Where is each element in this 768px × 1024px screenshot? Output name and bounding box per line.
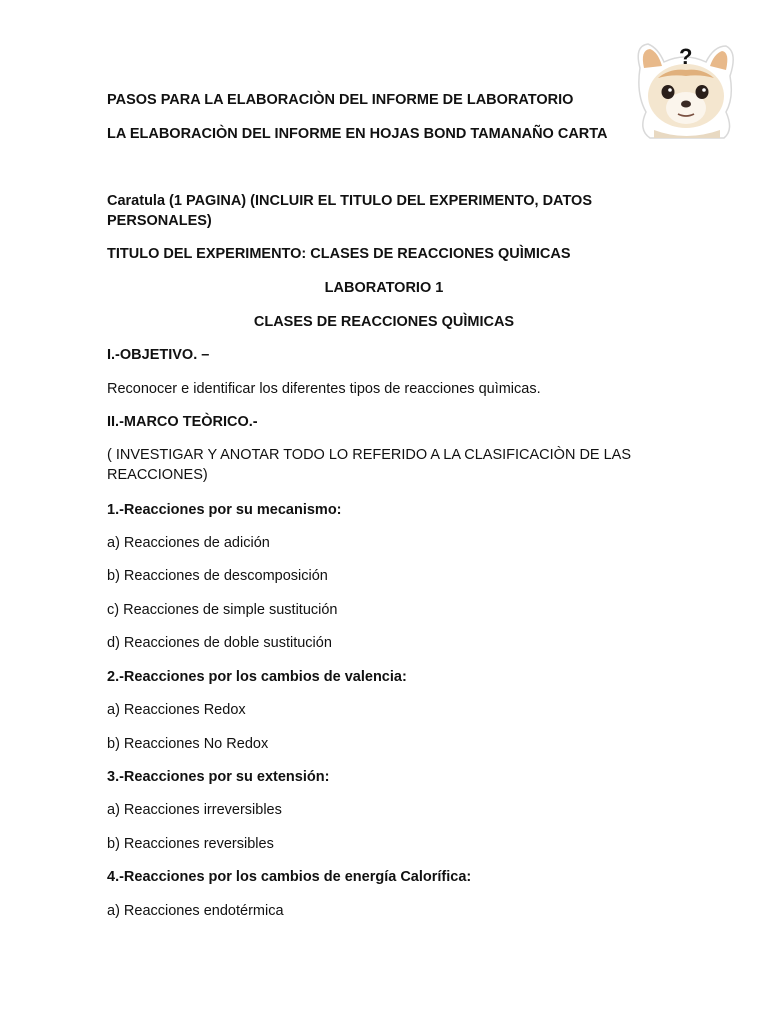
list-item: b) Reacciones reversibles bbox=[107, 836, 274, 852]
section-heading: 1.-Reacciones por su mecanismo: bbox=[107, 502, 342, 518]
theory-text: ( INVESTIGAR Y ANOTAR TODO LO REFERIDO A LA CLASIFICACIÒN DE LAS REACCIONES) bbox=[107, 447, 632, 483]
theory-heading: II.-MARCO TEÒRICO.- bbox=[107, 414, 258, 430]
list-item: b) Reacciones de descomposición bbox=[107, 568, 328, 584]
list-item: c) Reacciones de simple sustitución bbox=[107, 602, 338, 618]
experiment-title: TITULO DEL EXPERIMENTO: CLASES DE REACCIONES QUÌMICAS bbox=[107, 246, 571, 262]
section-heading: 4.-Reacciones por los cambios de energía Calorífica: bbox=[107, 869, 472, 885]
section-heading: 2.-Reacciones por los cambios de valencia: bbox=[107, 669, 407, 685]
list-item: a) Reacciones de adición bbox=[107, 535, 270, 551]
section-heading: 3.-Reacciones por su extensión: bbox=[107, 769, 330, 785]
objective-heading: I.-OBJETIVO. – bbox=[107, 347, 210, 363]
list-item: b) Reacciones No Redox bbox=[107, 736, 269, 752]
document-title: PASOS PARA LA ELABORACIÒN DEL INFORME DE LABORATORIO bbox=[107, 92, 574, 108]
list-item: a) Reacciones irreversibles bbox=[107, 802, 282, 818]
document-subtitle: LA ELABORACIÒN DEL INFORME EN HOJAS BOND TAMANAÑO CARTA bbox=[107, 126, 608, 142]
list-item: d) Reacciones de doble sustitución bbox=[107, 635, 332, 651]
question-mark-text: ? bbox=[679, 44, 693, 69]
caratula-instruction: Caratula (1 PAGINA) (INCLUIR EL TITULO DEL EXPERIMENTO, DATOS PERSONALES) bbox=[107, 193, 592, 229]
list-item: a) Reacciones endotérmica bbox=[107, 903, 284, 919]
objective-text: Reconocer e identificar los diferentes tipos de reacciones quìmicas. bbox=[107, 381, 541, 397]
list-item: a) Reacciones Redox bbox=[107, 702, 246, 718]
reactions-heading: CLASES DE REACCIONES QUÌMICAS bbox=[253, 314, 515, 330]
lab-number-heading: LABORATORIO 1 bbox=[324, 280, 444, 296]
